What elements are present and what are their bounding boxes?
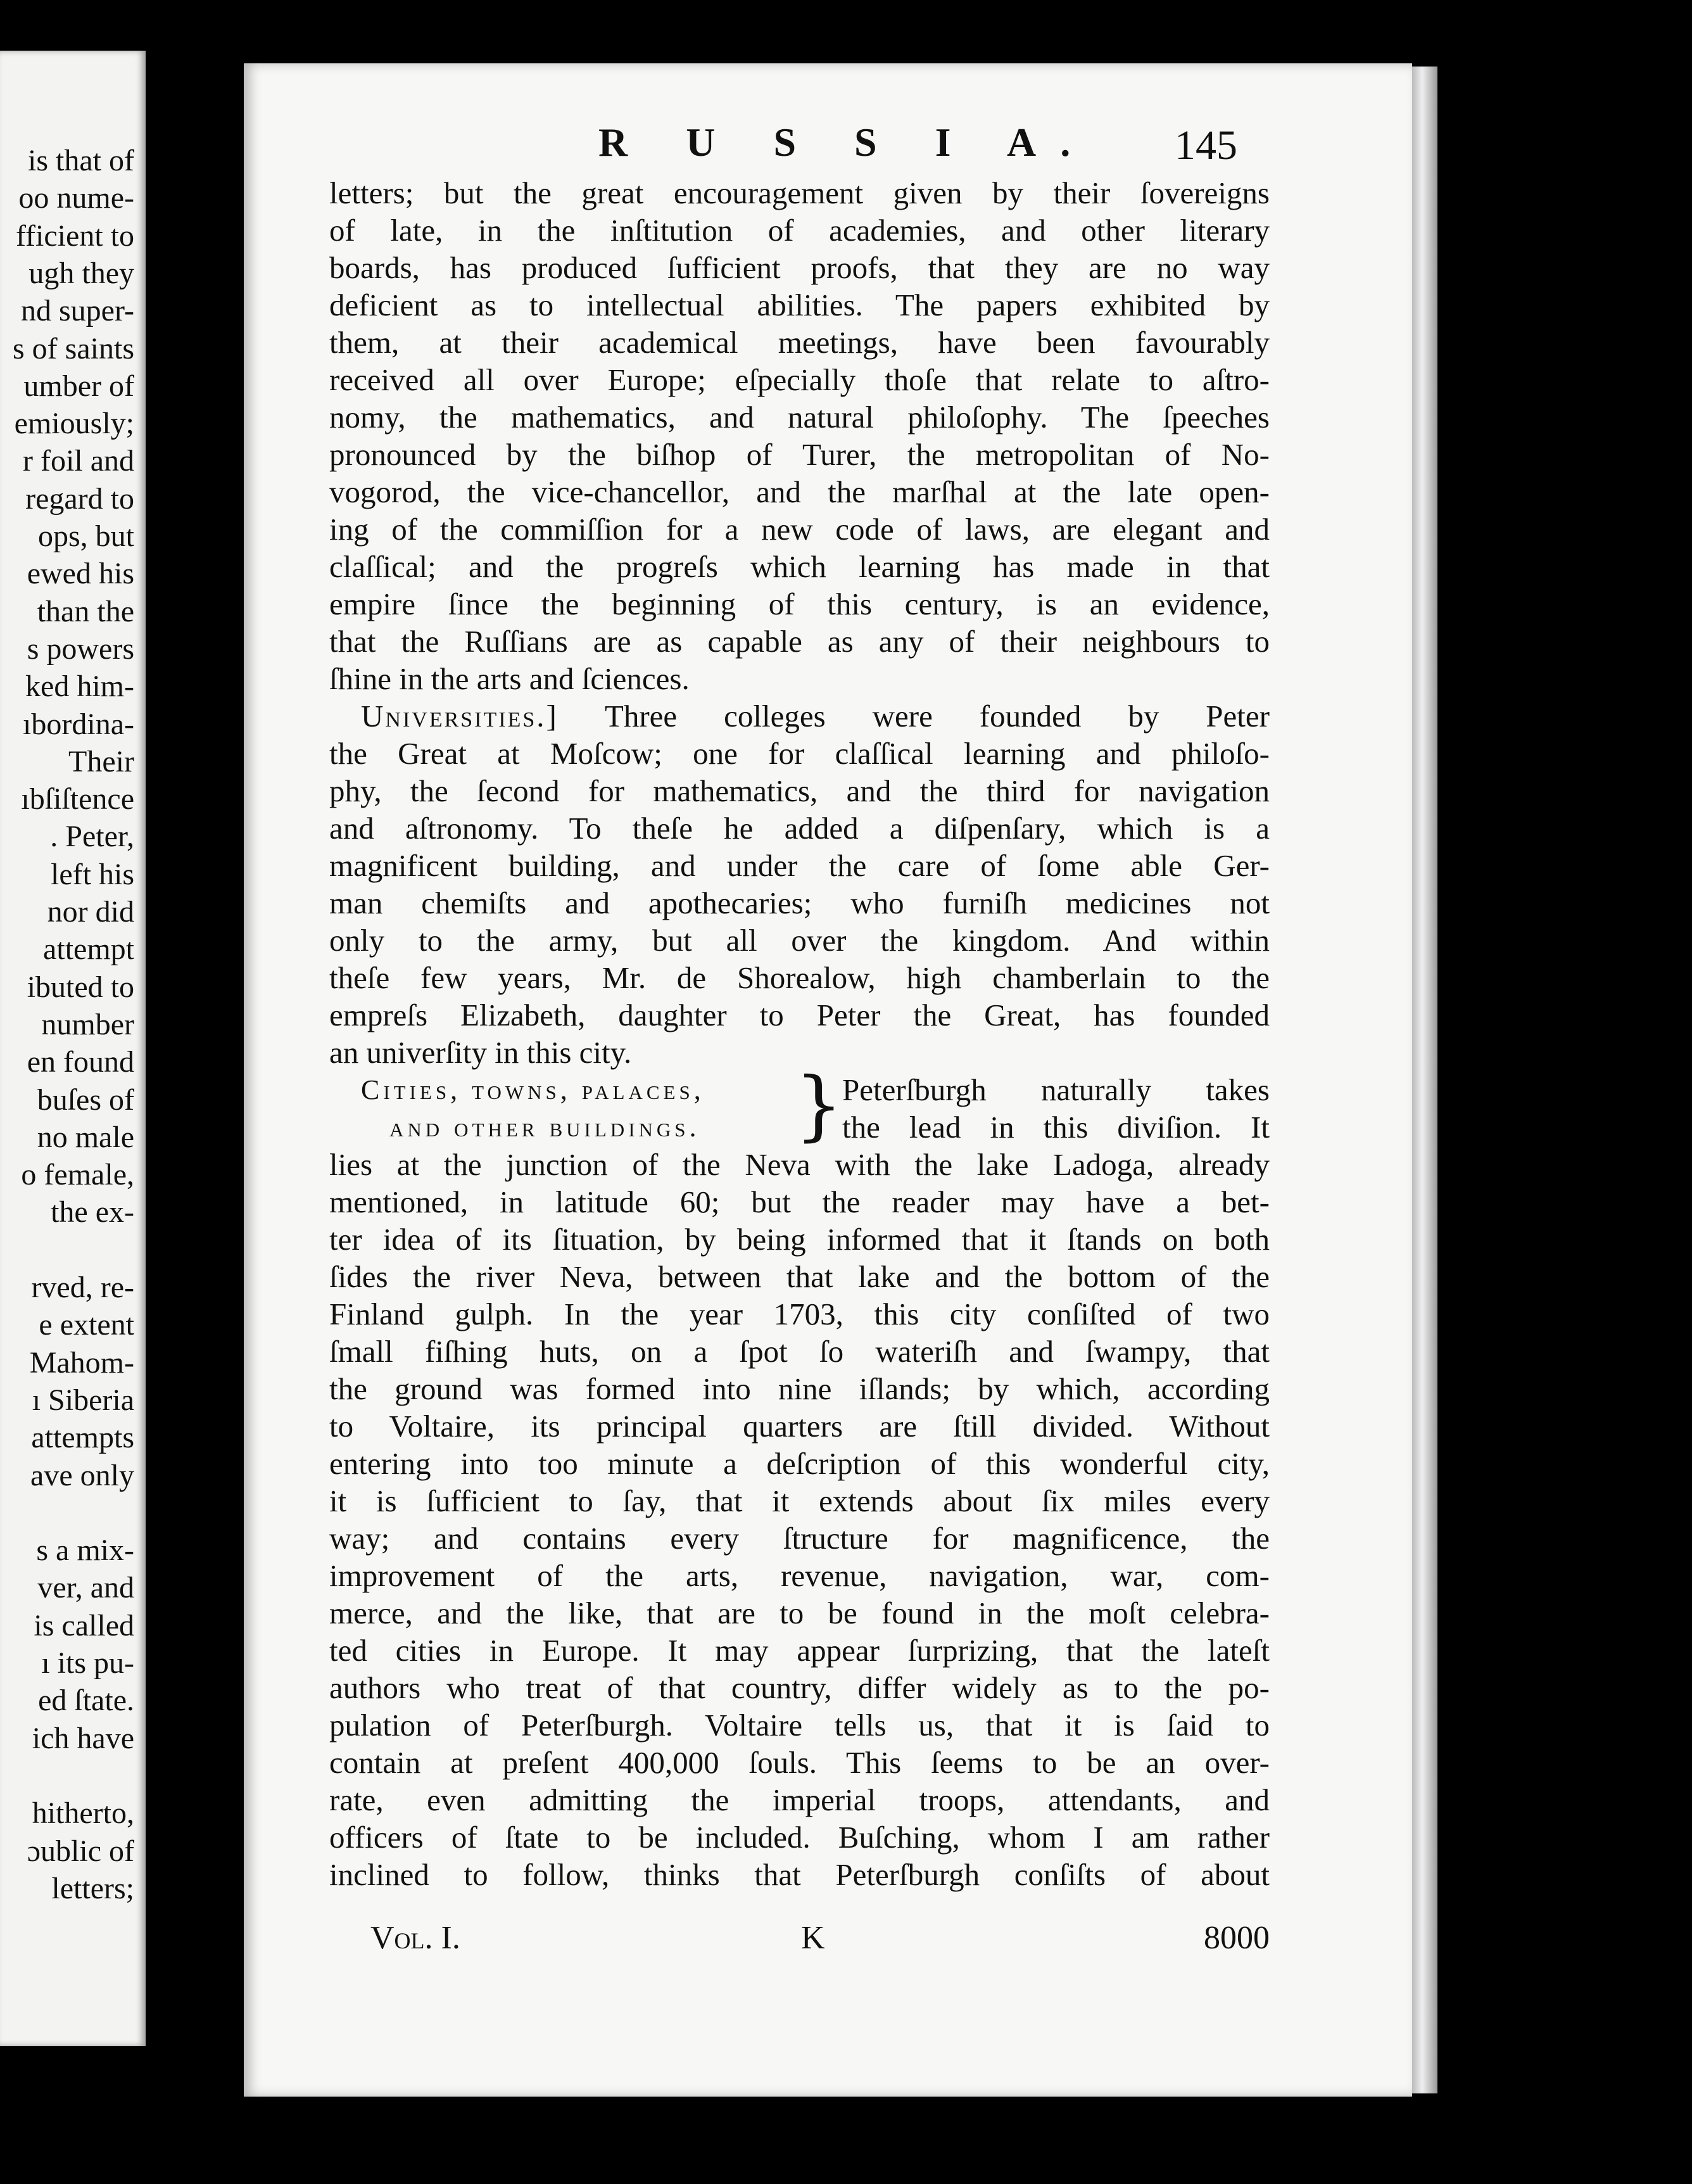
book-gutter [146,38,244,2128]
text-line: man chemiſts and apothecaries; who furniſh medicines not [329,886,1270,920]
page-edge [1412,67,1437,2093]
text-run: Three colleges were founded by Peter [558,699,1270,733]
previous-page-line: letters; [51,1871,134,1905]
text-line: boards, has produced ſufficient proofs, that they are no way [329,250,1270,285]
text-line: to Voltaire, its principal quarters are ſtill divided. Without [329,1409,1270,1444]
previous-page-line: ich have [32,1721,134,1755]
text-line: magnificent building, and under the care of ſome able Ger- [329,848,1270,883]
text-line: pronounced by the biſhop of Turer, the metropolitan of No- [329,437,1270,472]
text-line: empire ſince the beginning of this century, is an evidence, [329,587,1270,621]
text-line: theſe few years, Mr. de Shorealow, high chamberlain to the [329,960,1270,995]
text-line: claſſical; and the progreſs which learning has made in that [329,549,1270,584]
previous-page-line: attempt [43,932,134,967]
previous-page-line: attempts [31,1421,134,1455]
previous-page-line: fficient to [15,219,134,253]
paragraph-universities [329,697,1270,1071]
previous-page-fragment [0,51,146,2046]
text-line: lies at the junction of the Neva with the lake Ladoga, already [329,1147,1270,1182]
side-heading-cities [361,1071,804,1146]
text-line: entering into too minute a deſcription of this wonderful city, [329,1446,1270,1481]
text-line: ter idea of its ſituation, by being informed that it ſtands on both [329,1222,1270,1257]
previous-page-line: ıbſiſtence [21,782,134,816]
text-line: ted cities in Europe. It may appear ſurprizing, that the lateſt [329,1633,1270,1668]
text-line: and aſtronomy. To theſe he added a diſpenſary, which is a [329,811,1270,846]
text-line: inclined to follow, thinks that Peterſburgh conſiſts of about [329,1857,1270,1892]
text-line: them, at their academical meetings, have been favourably [329,325,1270,360]
previous-page-line: s powers [27,632,134,666]
previous-page-line: ked him- [25,670,134,704]
text-line: the ground was formed into nine iſlands; by which, according [329,1371,1270,1406]
text-line: vogorod, the vice-chancellor, and the marſhal at the late open- [329,474,1270,509]
side-heading-line-2: and other buildings. [389,1112,700,1143]
text-line: way; and contains every ſtructure for magnificence, the [329,1521,1270,1556]
previous-page-line: the ex- [51,1195,134,1229]
previous-page-line: ibuted to [27,970,134,1004]
previous-page-line: ıbordina- [23,707,134,741]
previous-page-line: ugh they [28,256,134,290]
previous-page-line: number [41,1007,134,1041]
previous-page-line: ed ſtate. [38,1684,134,1718]
brace-mark: } [795,1062,843,1150]
text-line: Finland gulph. In the year 1703, this city conſiſted of two [329,1297,1270,1331]
side-heading-line-1: Cities, towns, palaces, [361,1074,705,1105]
text-line: that the Ruſſians are as capable as any of their neighbours to [329,624,1270,659]
text-line: the lead in this diviſion. It [842,1110,1270,1145]
cities-opening-text [842,1071,1270,1146]
previous-page-line: nd super- [21,294,134,328]
previous-page-line: o female, [21,1158,134,1192]
text-line: contain at preſent 400,000 ſouls. This ſeems to be an over- [329,1745,1270,1780]
text-line: an univerſity in this city. [329,1035,632,1070]
volume-mark: Vol. I. [370,1920,460,1956]
paragraph-cities [329,1146,1270,1893]
previous-page-line: hitherto, [32,1796,134,1831]
text-line: empreſs Elizabeth, daughter to Peter the Great, has founded [329,998,1270,1032]
text-line: it is ſufficient to ſay, that it extends about ſix miles every [329,1483,1270,1518]
paragraph-literature [329,174,1270,697]
text-line: ſhine in the arts and ſciences. [329,661,690,696]
text-line: of late, in the inſtitution of academies, and other literary [329,213,1270,248]
text-line: mentioned, in latitude 60; but the reader may have a bet- [329,1184,1270,1219]
cities-heading-block [329,1062,1270,1150]
text-line: ſides the river Neva, between that lake and the bottom of the [329,1259,1270,1294]
text-line: authors who treat of that country, differ widely as to the po- [329,1670,1270,1705]
previous-page-line: left his [51,857,134,891]
previous-page-line: s of saints [13,331,134,365]
previous-page-line: nor did [47,895,134,929]
text-line: nomy, the mathematics, and natural philoſophy. The ſpeeches [329,400,1270,435]
page-footer [370,1919,1270,1964]
previous-page-line: Their [68,744,134,778]
text-line: pulation of Peterſburgh. Voltaire tells us, that it is ſaid to [329,1708,1270,1743]
page-number: 145 [1175,122,1237,168]
text-line: improvement of the arts, revenue, navigation, war, com- [329,1558,1270,1593]
text-line: the Great at Moſcow; one for claſſical learning and philoſo- [329,736,1270,771]
previous-page-line: s a mix- [36,1533,134,1568]
previous-page-line: ver, and [37,1571,134,1605]
previous-page-line: regard to [25,481,134,516]
previous-page-line: r foil and [23,444,134,478]
catchword: 8000 [1204,1920,1270,1956]
text-line: officers of ſtate to be included. Buſching, whom I am rather [329,1820,1270,1855]
previous-page-line: Mahom- [29,1345,134,1380]
previous-page-line: ı its pu- [41,1646,134,1680]
previous-page-line: ɔublic of [27,1834,134,1868]
page-145 [244,63,1412,2097]
text-line: rate, even admitting the imperial troops, attendants, and [329,1782,1270,1817]
running-head: R U S S I A. [598,120,1095,165]
text-line: Peterſburgh naturally takes [842,1072,1270,1107]
previous-page-line: ewed his [27,557,134,591]
previous-page-line: emiously; [14,407,134,441]
previous-page-line: . Peter, [50,820,134,854]
text-line: deficient as to intellectual abilities. The papers exhibited by [329,288,1270,322]
previous-page-line: than the [37,594,134,628]
text-line: only to the army, but all over the kingdom. And within [329,923,1270,958]
side-heading-universities: Universities.] [361,699,559,733]
previous-page-line: is called [34,1608,134,1642]
text-line: phy, the ſecond for mathematics, and the third for navigation [329,773,1270,808]
text-line: ſmall fiſhing huts, on a ſpot ſo wateriſh and ſwampy, that [329,1334,1270,1369]
previous-page-line: is that of [28,144,134,177]
previous-page-line: buſes of [37,1082,134,1117]
text-line [329,697,1270,735]
previous-page-line: e extent [39,1308,134,1342]
previous-page-line: ave only [30,1458,134,1492]
previous-page-line: umber of [23,369,134,403]
previous-page-line: no male [37,1120,134,1154]
text-line: received all over Europe; eſpecially thoſe that relate to aſtro- [329,362,1270,397]
text-line: merce, and the like, that are to be found in the moſt celebra- [329,1596,1270,1630]
previous-page-line: oo nume- [18,181,134,215]
text-line: letters; but the great encouragement given by their ſovereigns [329,175,1270,210]
previous-page-line: en found [27,1045,134,1079]
previous-page-line: ı Siberia [32,1383,134,1417]
previous-page-line: rved, re- [31,1271,134,1304]
body-text [329,174,1270,1893]
signature-mark: K [801,1920,825,1956]
text-line: ing of the commiſſion for a new code of laws, are elegant and [329,512,1270,547]
previous-page-line: ops, but [37,519,134,553]
